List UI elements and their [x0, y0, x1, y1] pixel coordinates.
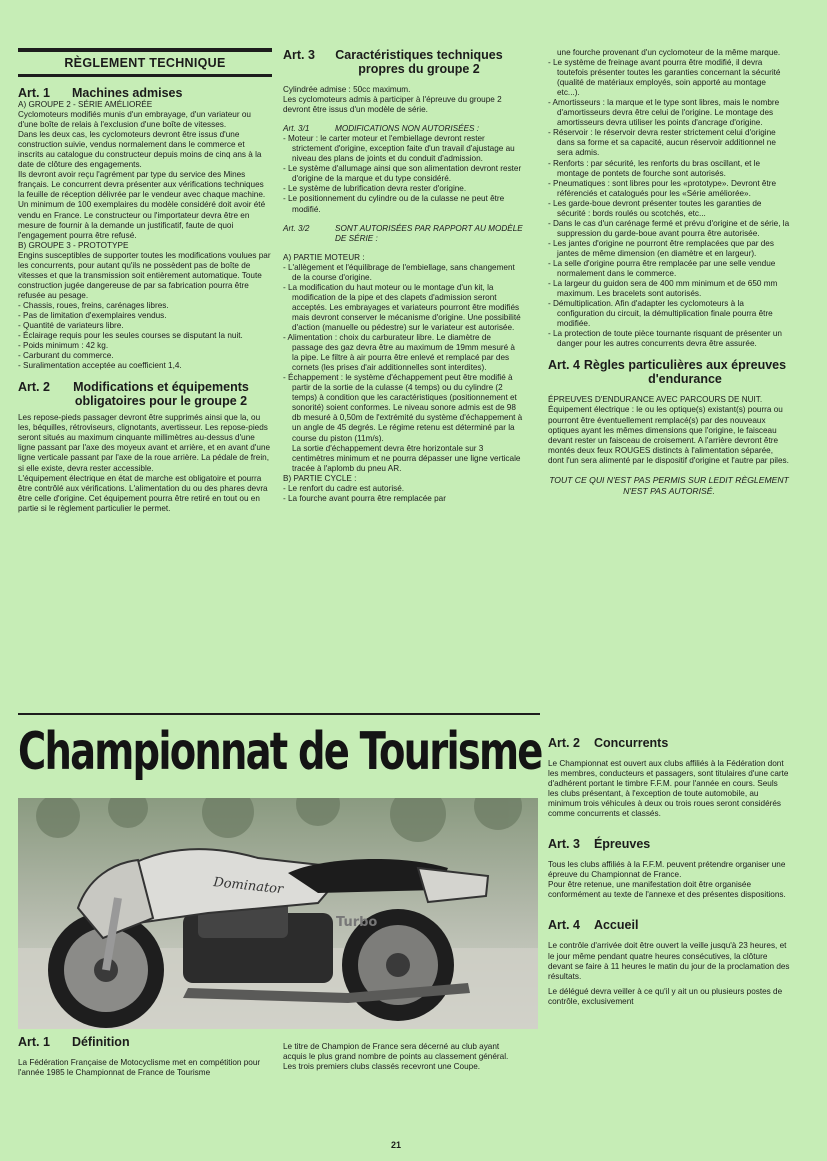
art31-item: - Le système de lubrification devra rester d'origine. [283, 184, 467, 194]
champ-art1-paragraph-2: Le titre de Champion de France sera décerné au club ayant acquis le plus grand nombre de points au classement général. [283, 1042, 509, 1062]
col3-continuation: une fourche provenant d'un cyclomoteur de la même marque. [557, 48, 781, 57]
moteur-paragraph: La sortie d'échappement devra être horizontale sur 3 centimètres minimum et ne pourra dépasser une ligne verticale tracée à l'aplomb du pneu AR. [292, 443, 521, 473]
champ-column-3 [548, 736, 790, 1007]
art1-item: - Suralimentation acceptée au coefficient 1,4. [18, 361, 182, 371]
col3-item: - La protection de toute pièce tournante risquant de présenter un danger pour les autres concurrents devra être assurée. [548, 329, 782, 349]
col3-item: - La largeur du guidon sera de 400 mm minimum et de 650 mm maximum. Les bracelets sont autorisés. [548, 279, 778, 299]
art1-item: - Quantité de variateurs libre. [18, 321, 124, 331]
champ-art2-paragraph: Le Championnat est ouvert aux clubs affiliés à la Fédération dont les membres, conducteurs et passagers, sont titulaires d'une carte d'adhérent portant le timbre F.F.M. pour l'année en cours. Seuls les clubs présentant, à l'exception de toute automobile, au minimum trois véhicules à deux ou trois roues seront considérés comme concurrents et classés. [548, 759, 789, 819]
art2-paragraph-2: L'équipement électrique en état de marche est obligatoire et pourra être contrôlé aux vérifications. L'alimentation du ou des phares devra être celle d'origine. Cet équipement pourra être retiré en tout ou en partie si le règlement particulier le permet. [18, 473, 268, 513]
col3-item: - Réservoir : le réservoir devra rester strictement celui d'origine dans sa forme et sa capacité, aucun réservoir additionnel ne sera admis. [548, 128, 776, 158]
champ-art1-paragraph-3: Les trois premiers clubs classés recevront une Coupe. [283, 1062, 481, 1072]
art32-heading [283, 224, 523, 244]
art3-heading [283, 48, 523, 76]
groupe3-title: B) GROUPE 3 - PROTOTYPE [18, 240, 129, 250]
champ-art1-title: Définition [71, 1035, 130, 1049]
champ-art2-number: Art. 2 [548, 736, 580, 750]
champ-art2-heading [548, 736, 790, 750]
col3-item: - Dans le cas d'un carénage fermé et prévu d'origine et de série, la suppression du garde-boue avant pourra être autorisée. [548, 218, 790, 238]
art4-reg-paragraph: Équipement électrique : le ou les optique(s) existant(s) pourra ou pourront être éventuellement remplacé(s) par des nouveaux optiques ayant les mêmes dimensions que l'origine, le faisceau devant rester un faisceau de croisement. A l'arrière devront être montés deux feux ROUGES distincts à l'alimentation séparée, dont l'un sera alimenté par le dispositif d'origine et l'autre par piles. [548, 405, 789, 465]
art3-paragraph-2: Les cyclomoteurs admis à participer à l'épreuve du groupe 2 devront être issus d'un modèle de série. [283, 95, 502, 115]
art3-number: Art. 3 [283, 48, 315, 62]
col3-item: - Les jantes d'origine ne pourront être remplacées que par des jantes de même dimension (en diamètre et en largeur). [548, 238, 774, 258]
art1-paragraph-4: Un minimum de 100 exemplaires du modèle considéré doit avoir été vendu en France. Le constructeur ou l'importateur devra être en mesure de fournir à la demande un justificatif, faute de quoi l'engagement pourra être refusé. [18, 200, 266, 240]
champ-art3-heading [548, 837, 790, 851]
art31-item: - Le positionnement du cylindre ou de la culasse ne peut être modifié. [283, 194, 505, 214]
champ-art4-heading [548, 918, 790, 932]
cycle-item: - Le renfort du cadre est autorisé. [283, 483, 405, 493]
tank-logo: Dominator [212, 875, 284, 898]
champ-art4-paragraph-2: Le délégué devra veiller à ce qu'il y ait un ou plusieurs postes de contrôle, exclusivement [548, 986, 783, 1006]
column-1 [18, 48, 272, 514]
art31-number: Art. 3/1 [283, 124, 310, 134]
champ-art4-title: Accueil [593, 918, 639, 933]
art2-title: Modifications et équipements obligatoires pour le groupe 2 [73, 380, 249, 409]
champ-art1-heading [18, 1035, 266, 1049]
art3-paragraph-1: Cylindrée admise : 50cc maximum. [283, 85, 411, 94]
moteur-item: - Alimentation : choix du carburateur libre. Le diamètre de passage des gaz devra être au maximum de 19mm mesuré à la pipe. Le filtre à air pourra être enlevé et remplacé par des cornets (les prises d'air additionnelles sont interdites). [283, 333, 515, 373]
art1-paragraph-3: Ils devront avoir reçu l'agrément par type du service des Mines français. Le concurrent devra présenter aux vérifications techniques la feuille de réception délivrée par le vendeur avec chaque machine. [18, 170, 266, 200]
art1-number: Art. 1 [18, 86, 50, 100]
champ-art2-title: Concurrents [593, 736, 669, 750]
champ-art3-paragraph-1: Tous les clubs affiliés à la F.F.M. peuvent prétendre organiser une épreuve du Championnat de France. [548, 860, 786, 880]
champ-art1-col-b [283, 1042, 523, 1072]
moteur-item: - La modification du haut moteur ou le montage d'un kit, la modification de la pipe et des clapets d'admission seront acceptés. Les embrayages et variateurs pourront être modifiés mais devront conserver le mécanisme d'origine. Une possibilité d'action (manuelle ou pédestre) sur le variateur est autorisée. [283, 282, 521, 332]
champ-art3-paragraph-2: Pour être retenue, une manifestation doit être organisée conformément au texte de l'annexe et des présentes dispositions. [548, 880, 786, 900]
art2-paragraph-1: Les repose-pieds passager devront être supprimés ainsi que la, ou les, béquilles, rétroviseurs, clignotants, avertisseur. Les repose-pieds seront situés au maximum cinquante millimètres au-dessus d'une ligne passant par l'axe des moyeux avant et arrière, et en avant d'une ligne verticale passant par l'axe de la roue arrière. La pédale de frein, si elle existe, devra rester accessible. [18, 413, 271, 473]
art4-reg-subtitle: ÉPREUVES D'ENDURANCE AVEC PARCOURS DE NUIT. [548, 395, 763, 405]
cycle-item: - La fourche avant pourra être remplacée par [283, 493, 446, 503]
groupe3-text: Engins susceptibles de supporter toutes les modifications voulues par les concurrents, pour autant qu'ils ne possèdent pas de boîte de vitesses et que la transmission soit entièrement automatique. Toute construction jugée dangereuse de par sa fabrication pourra être refusée au pesage. [18, 250, 271, 300]
art1-item: - Chassis, roues, freins, carénages libres. [18, 300, 169, 310]
moteur-item: - L'allègement et l'équilibrage de l'embiellage, sans changement de la course d'origine. [283, 262, 515, 282]
art1-heading [18, 86, 272, 100]
champ-art3-number: Art. 3 [548, 837, 580, 852]
column-3 [548, 48, 790, 497]
champ-art4-number: Art. 4 [548, 918, 580, 933]
col3-item: - Démultiplication. Afin d'adapter les cyclomoteurs à la configuration du circuit, la démultiplication finale pourra être modifiée. [548, 299, 773, 329]
art31-item: - Moteur : le carter moteur et l'embiellage devront rester strictement d'origine, exception faite d'un travail d'ajustage au niveau des plans de joints et du conduit d'admission. [283, 134, 515, 164]
art1-item: - Poids minimum : 42 kg. [18, 341, 109, 351]
page-number: 21 [391, 1140, 402, 1150]
col3-item: - Amortisseurs : la marque et le type sont libres, mais le nombre d'amortisseurs devra être celui de l'origine. Le montage des amortisseurs devra utiliser les points d'ancrage d'origine. [548, 98, 780, 128]
col3-item: - Le système de freinage avant pourra être modifié, il devra toutefois présenter toutes les garanties concernant la sécurité (qualité de matériaux employés, soin apporté au montage etc...). [548, 58, 781, 98]
art1-title: Machines admises [71, 86, 183, 100]
art2-heading [18, 380, 272, 408]
partie-moteur-title: A) PARTIE MOTEUR : [283, 252, 365, 262]
col3-item: - La selle d'origine pourra être remplacée par une selle vendue normalement dans le commerce. [548, 258, 776, 279]
column-2 [283, 48, 523, 504]
art31-item: - Le système d'allumage ainsi que son alimentation devront rester d'origine de la marque et du type considéré. [283, 164, 522, 184]
closing-statement: TOUT CE QUI N'EST PAS PERMIS SUR LEDIT RÈGLEMENT N'EST PAS AUTORISÉ. [549, 474, 789, 496]
art32-title: SONT AUTORISÉES PAR RAPPORT AU MODÈLE DE SÉRIE : [335, 223, 523, 243]
champ-art3-title: Épreuves [593, 837, 651, 852]
col3-item: - Les garde-boue devront présenter toutes les garanties de sécurité : bords roulés ou scotchés, etc... [548, 198, 762, 218]
motorcycle-photo [18, 798, 538, 1029]
groupe2-text: Cyclomoteurs modifiés munis d'un embrayage, d'un variateur ou d'une boîte de relais à l'exclusion d'une boîte de vitesses. [18, 110, 251, 130]
champ-art4-paragraph-1: Le contrôle d'arrivée doit être ouvert la veille jusqu'à 23 heures, et le jour même pendant quatre heures consécutives, la clôture devant se faire à 11 heures le matin du jour de la proclamation des résultats. [548, 941, 790, 981]
art2-number: Art. 2 [18, 380, 50, 395]
champ-art1-col-a [18, 1035, 266, 1078]
art31-heading [283, 124, 523, 134]
motorcycle-illustration [18, 798, 538, 1029]
art1-item: - Pas de limitation d'exemplaires vendus. [18, 310, 167, 320]
art1-item: - Carburant du commerce. [18, 351, 114, 361]
art4-reg-title: Règles particulières aux épreuves d'endurance [583, 358, 787, 387]
champ-art1-number: Art. 1 [18, 1035, 50, 1049]
art32-number: Art. 3/2 [283, 223, 310, 233]
art3-title: Caractéristiques techniques propres du groupe 2 [335, 48, 503, 76]
championnat-title: Championnat de Tourisme [18, 721, 542, 783]
art1-item: - Éclairage requis pour les seules courses se disputant la nuit. [18, 331, 243, 341]
art31-title: MODIFICATIONS NON AUTORISÉES : [335, 124, 480, 134]
side-logo: Turbo [336, 915, 378, 930]
col3-item: - Pneumatiques : sont libres pour les «prototype». Devront être référenciés et catalogués pour les «Série améliorée». [548, 178, 777, 198]
moteur-item: - Échappement : le système d'échappement peut être modifié à partir de la sortie de la culasse (4 temps) ou du cylindre (2 temps) à condition que les caractéristiques (positionnement et sonorité) soient conformes. Le niveau sonore admis est de 98 db mesuré à 0,50m de l'extrémité du système d'échappement à un angle de 45 degrés. Le régime retenu est déterminé par la course du piston (11m/s). [283, 373, 523, 443]
groupe2-title: A) GROUPE 2 - SÉRIE AMÉLIORÉE [18, 100, 153, 109]
champ-art1-paragraph-1: La Fédération Française de Motocyclisme met en compétition pour l'année 1985 le Championnat de France de Tourisme [18, 1058, 261, 1078]
partie-cycle-title: B) PARTIE CYCLE : [283, 473, 357, 483]
art1-paragraph-2: Dans les deux cas, les cyclomoteurs devront être issus d'une construction suivie, vendus normalement dans le commerce et inscrits au catalogue du constructeur depuis moins de cinq ans à la date de clôture des engagements. [18, 130, 262, 170]
section-divider [18, 713, 540, 715]
art4-reg-number: Art. 4 [548, 358, 580, 373]
art4-reg-heading [548, 358, 790, 386]
col3-item: - Renforts : par sécurité, les renforts du bras oscillant, et le montage de pontets de fourche sont autorisés. [548, 158, 761, 178]
reglement-heading: RÈGLEMENT TECHNIQUE [64, 56, 226, 70]
